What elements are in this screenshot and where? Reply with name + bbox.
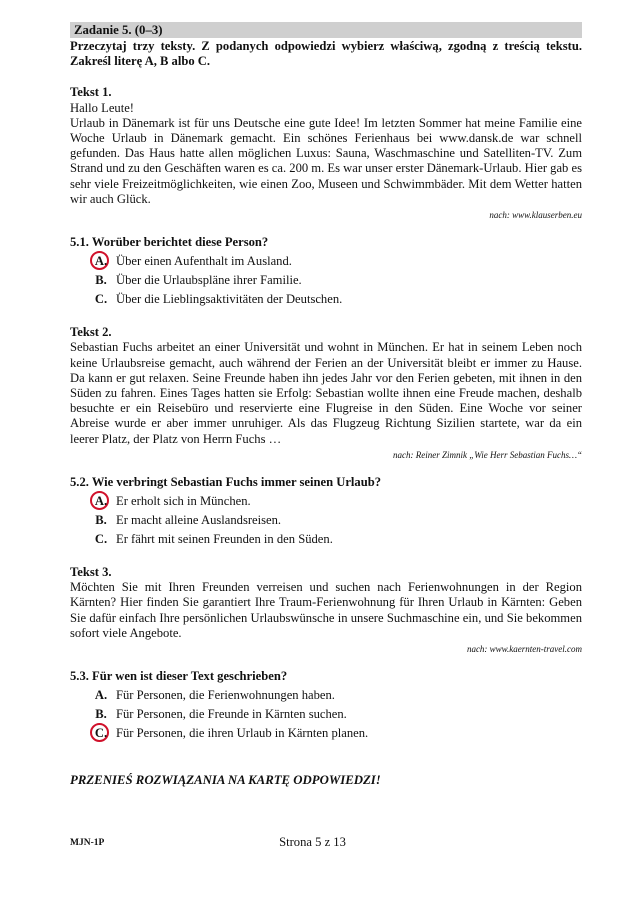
text-1-title: Tekst 1.: [70, 85, 112, 100]
transfer-answers-note: PRZENIEŚ ROZWIĄZANIA NA KARTĘ ODPOWIEDZI!: [70, 773, 381, 788]
exam-code: MJN-1P: [70, 838, 105, 848]
text-2-body: Sebastian Fuchs arbeitet an einer Universität und wohnt in München. Er hat in seinem Leben noch keine Urlaubsreise gemacht, auch während der Ferien an der Universität bleibt er immer zu Hause. Da kann er gut relaxen. Seine Freunde haben ihn jedes Jahr vor den Ferien gebeten, mit ihnen in den Süden zu fahren. Eines Tages hatten sie Erfolg: Sebastian wollte ihnen eine Freude machen, deshalb besuchte er ein Reisebüro und reservierte eine Flugreise in den Süden. Eine Woche vor seiner Abreise wurde er aber immer unruhiger. Als das Flugzeug Richtung Sizilien startete, war da ein leerer Platz, der Platz von Herrn Fuchs …: [70, 340, 582, 446]
option-5-2-c[interactable]: [70, 530, 582, 549]
option-text: Er macht alleine Auslandsreisen.: [116, 513, 282, 528]
text-3-title: Tekst 3.: [70, 565, 112, 580]
page-number: Strona 5 z 13: [279, 835, 346, 849]
option-text: Er fährt mit seinen Freunden in den Süden.: [116, 532, 333, 547]
text-3-source: nach: www.kaernten-travel.com: [466, 644, 582, 655]
option-text: Für Personen, die ihren Urlaub in Kärnten planen.: [116, 726, 369, 741]
option-text: Er erholt sich in München.: [116, 494, 251, 509]
option-letter: B.: [95, 513, 107, 528]
question-5-3-options: [70, 686, 582, 743]
option-5-3-a[interactable]: [70, 686, 582, 705]
question-5-1: [70, 235, 582, 250]
question-number: 5.1.: [70, 235, 89, 250]
exam-page: [70, 22, 582, 788]
text-3-body: Möchten Sie mit Ihren Freunden verreisen und suchen nach Ferienwohnungen in der Region Kärnten? Hier finden Sie garantiert Ihre Traum-Ferienwohnung für Ihren Urlaub in Kärnten: Geben Sie dafür einfach Ihre persönlichen Urlaubswünsche in unsere Suchmaschine ein, und Sie bekommen sofort viele Angebote.: [70, 580, 582, 640]
option-letter: C.: [94, 532, 108, 547]
option-5-3-c[interactable]: [70, 724, 582, 743]
option-5-1-c[interactable]: [70, 290, 582, 309]
question-5-2: [70, 475, 582, 490]
task-header: Zadanie 5. (0–3): [70, 22, 582, 38]
option-text: Für Personen, die Ferienwohnungen haben.: [116, 688, 335, 703]
option-text: Über die Urlaubspläne ihrer Familie.: [116, 273, 302, 288]
option-letter: A.: [94, 688, 108, 703]
option-letter: A.: [94, 494, 108, 509]
option-5-1-a[interactable]: [70, 252, 582, 271]
option-letter: B.: [95, 273, 107, 288]
option-letter: B.: [95, 707, 107, 722]
option-text: Für Personen, die Freunde in Kärnten suchen.: [116, 707, 347, 722]
question-5-1-options: [70, 252, 582, 309]
text-1-greeting: Hallo Leute!: [70, 100, 134, 115]
question-text: Worüber berichtet diese Person?: [91, 235, 269, 250]
question-number: 5.3.: [70, 669, 89, 684]
option-5-2-a[interactable]: [70, 492, 582, 511]
text-1-body: Urlaub in Dänemark ist für uns Deutsche eine gute Idee! Im letzten Sommer hat meine Familie eine Woche Urlaub in Dänemark gemacht. Ein schönes Ferienhaus bei www.dansk.de war schnell gefunden. Das Haus hatte allen möglichen Luxus: Sauna, Waschmaschine und Satelliten-TV. Zum Strand und zu den Geschäften waren es ca. 200 m. Es war unser erster Dänemark-Urlaub. Hier gab es sehr viele Freizeitmöglichkeiten, wie einen Zoo, Museen und Schwimmbäder. Mit dem Wetter hatten wir auch Glück.: [70, 115, 582, 206]
option-5-3-b[interactable]: [70, 705, 582, 724]
question-5-2-options: [70, 492, 582, 549]
task-instruction: Przeczytaj trzy teksty. Z podanych odpowiedzi wybierz właściwą, zgodną z treścią tekstu. Zakreśl literę A, B albo C.: [70, 39, 582, 69]
text-1-source: nach: www.klauserben.eu: [489, 210, 582, 221]
question-text: Wie verbringt Sebastian Fuchs immer seinen Urlaub?: [91, 474, 382, 489]
option-letter: C.: [94, 292, 108, 307]
text-2-title: Tekst 2.: [70, 325, 112, 340]
option-letter: A.: [94, 254, 108, 269]
question-text: Für wen ist dieser Text geschrieben?: [92, 669, 288, 684]
question-5-3: [70, 669, 582, 684]
question-number: 5.2.: [70, 474, 89, 489]
option-letter: C.: [94, 726, 108, 741]
option-5-1-b[interactable]: [70, 271, 582, 290]
text-2-source: nach: Reiner Zimnik „Wie Herr Sebastian Fuchs…“: [393, 449, 582, 460]
option-text: Über die Lieblingsaktivitäten der Deutschen.: [116, 292, 343, 307]
option-5-2-b[interactable]: [70, 511, 582, 530]
option-text: Über einen Aufenthalt im Ausland.: [116, 254, 292, 269]
